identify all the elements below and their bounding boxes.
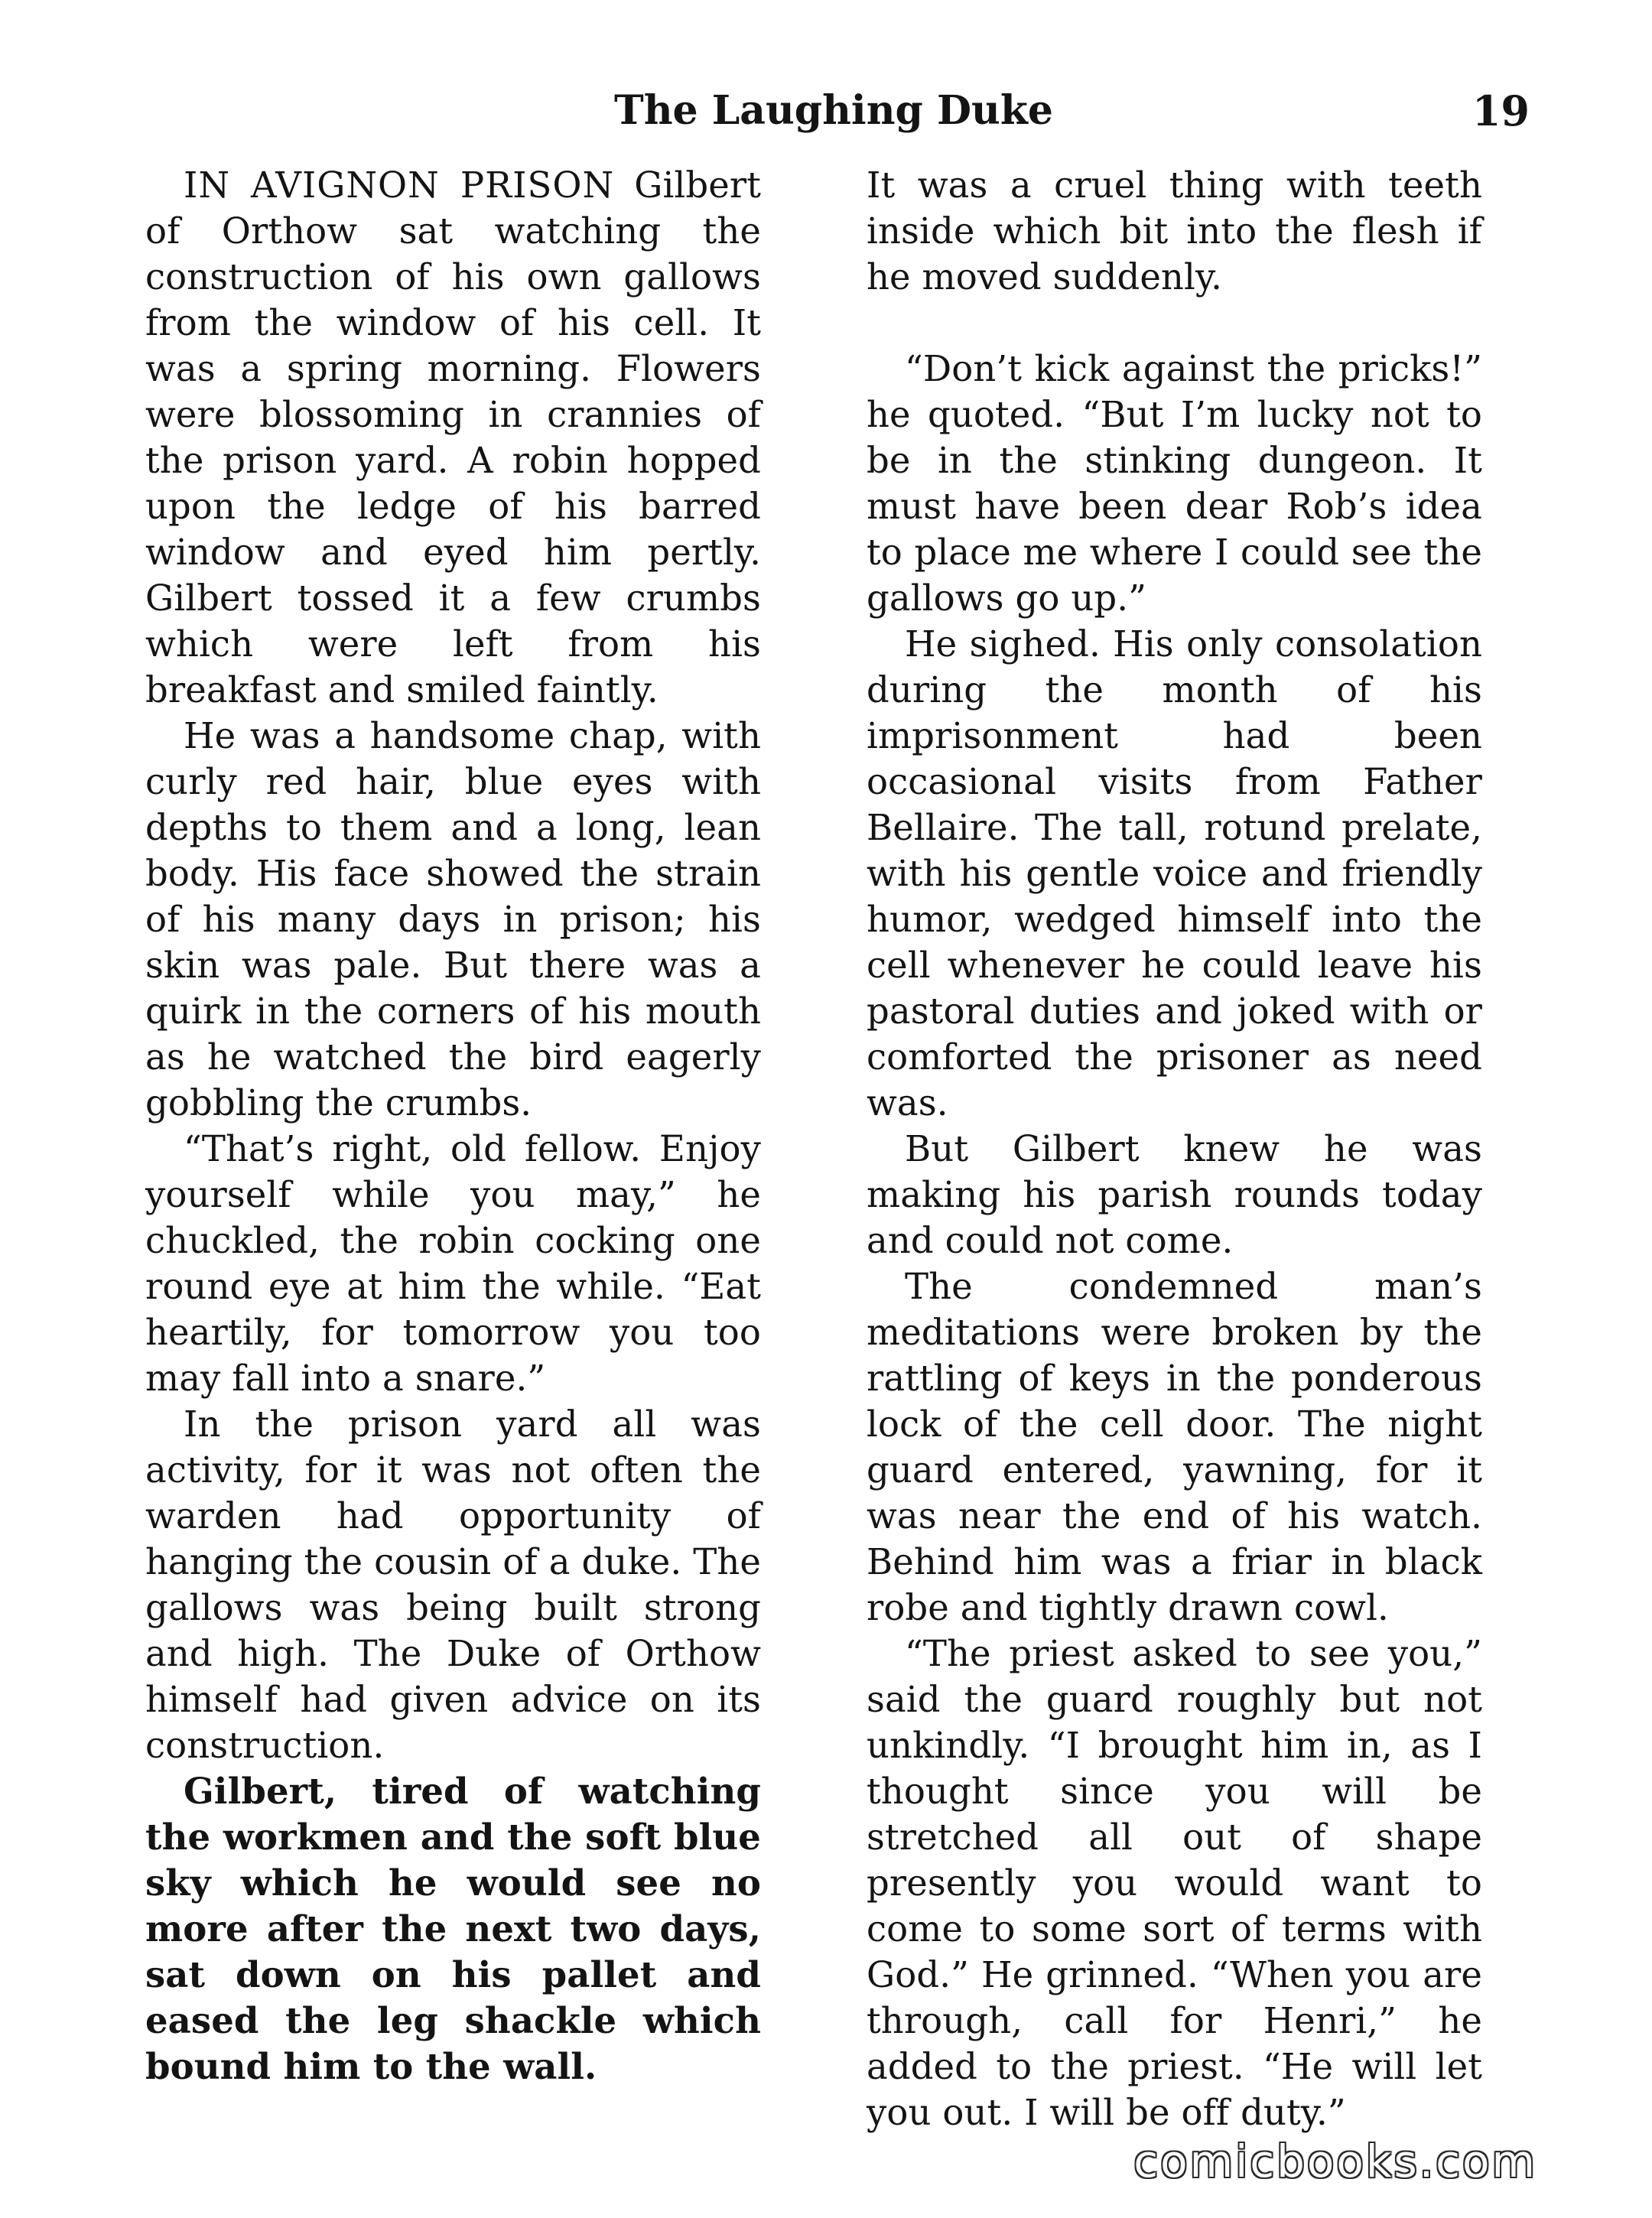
- page-number: 19: [1472, 86, 1530, 135]
- story-title: The Laughing Duke: [614, 87, 1053, 134]
- paragraph-continued: It was a cruel thing with teeth inside which bit into the flesh if he moved suddenly.: [867, 164, 1482, 298]
- paragraph: He was a handsome chap, with curly red hair, blue eyes with depths to them and a long, lean body. His face showed the strain of his many days in prison; his skin was pale. But there was a quirk in the corners of his mouth as he watched the bird eagerly gobbling the crumbs.: [145, 715, 761, 1124]
- paragraph: But Gilbert knew he was making his parish rounds today and could not come.: [867, 1128, 1482, 1261]
- running-header: [138, 80, 1530, 141]
- opening-lead-caps: IN AVIGNON PRISON: [184, 164, 615, 206]
- paragraph: The condemned man’s meditations were broken by the rattling of keys in the ponderous lock of the cell door. The night guard entered, yawning, for it was near the end of his watch. Behind him was a friar in black robe and tightly drawn cowl.: [867, 1266, 1482, 1628]
- paragraph: “Don’t kick against the pricks!” he quoted. “But I’m lucky not to be in the stinking dungeon. It must have been dear Rob’s idea to place me where I could see the gallows go up.”: [867, 348, 1482, 619]
- text-column-left: [145, 162, 761, 2090]
- paragraph: He sighed. His only consolation during the month of his imprisonment had been occasional visits from Father Bellaire. The tall, rotund prelate, with his gentle voice and friendly humor, wedged himself into the cell whenever he could leave his pastoral duties and joked with or comforted the prisoner as need was.: [867, 623, 1482, 1124]
- opening-text: Gilbert of Orthow sat watching the construction of his own gallows from the window of his cell. It was a spring morning. Flowers were blossoming in crannies of the prison yard. A robin hopped upon the ledge of his barred window and eyed him pertly. Gilbert tossed it a few crumbs which were left from his breakfast and smiled faintly.: [145, 164, 761, 711]
- paragraph: “The priest asked to see you,” said the guard roughly but not unkindly. “I brought him in, as I thought since you will be stretched all out of shape presently you would want to come to some sort of terms with God.” He grinned. “When you are through, call for Henri,” he added to the priest. “He will let you out. I will be off duty.”: [867, 1633, 1482, 2133]
- site-watermark: comicbooks.com: [1133, 2135, 1537, 2187]
- paragraph-opening: [145, 162, 761, 713]
- paragraph: Gilbert, tired of watching the workmen and the soft blue sky which he would see no more after the next two days, sat down on his pallet and eased the leg shackle which bound him to the wall.: [145, 1770, 761, 2087]
- paragraph: In the prison yard all was activity, for it was not often the warden had opportunity of hanging the cousin of a duke. The gallows was being built strong and high. The Duke of Orthow himself had given advice on its construction.: [145, 1403, 761, 1766]
- paragraph: “That’s right, old fellow. Enjoy yourself while you may,” he chuckled, the robin cocking one round eye at him the while. “Eat heartily, for tomorrow you too may fall into a snare.”: [145, 1128, 761, 1399]
- text-column-right: [867, 162, 1482, 2135]
